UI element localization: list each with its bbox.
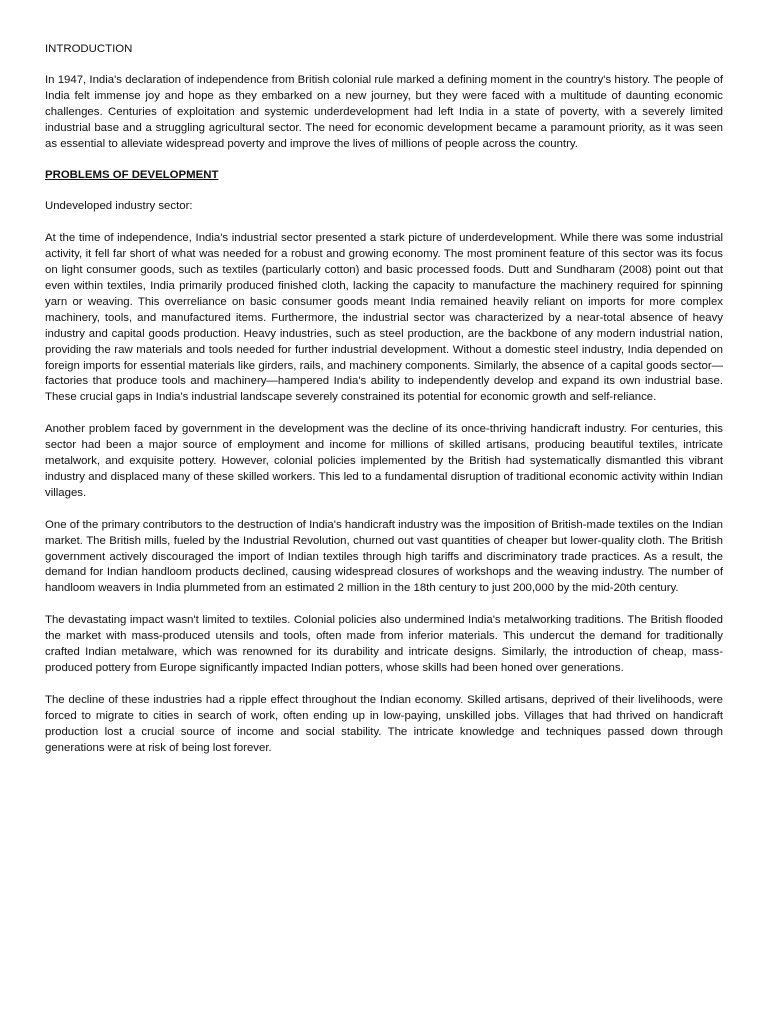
body-paragraph: The decline of these industries had a ripple effect throughout the Indian economy. Skilled artisans, deprived of their livelihoods, were forced to migrate to cities in search of work, often ending up in low-paying, unskilled jobs. Villages that had thrived on handicraft production lost a crucial source of income and social stability. The intricate knowledge and techniques passed down through generations were at risk of being lost forever. [45,693,723,754]
body-paragraph: One of the primary contributors to the destruction of India's handicraft industry was the imposition of British-made textiles on the Indian market. The British mills, fueled by the Industrial Revolution, churned out vast quantities of cheaper but lower-quality cloth. The British government actively discouraged the import of Indian textiles through high tariffs and discriminatory trade practices. As a result, the demand for Indian handloom products declined, causing widespread closures of workshops and the weaving industry. The number of handloom weavers in India plummeted from an estimated 2 million in the 18th century to just 200,000 by the mid-20th century. [45,518,723,595]
section-subheading: Undeveloped industry sector: [45,200,193,213]
body-paragraph: Another problem faced by government in the development was the decline of its once-thriving handicraft industry. For centuries, this sector had been a major source of employment and income for millions of skilled artisans, producing beautiful textiles, intricate metalwork, and exquisite pottery. However, colonial policies implemented by the British had systematically dismantled this vibrant industry and displaced many of these skilled workers. This led to a fundamental disruption of traditional economic activity within Indian villages. [45,423,723,499]
document-page [45,42,723,773]
introduction-paragraph: In 1947, India's declaration of independence from British colonial rule marked a defining moment in the country's history. The people of India felt immense joy and hope as they embarked on a new journey, but they were faced with a multitude of daunting economic challenges. Centuries of exploitation and systemic underdevelopment had left India in a state of poverty, with a severely limited industrial base and a struggling agricultural sector. The need for economic development became a paramount priority, as it was seen as essential to alleviate widespread poverty and improve the lives of millions of people across the country. [45,73,723,150]
body-paragraph: The devastating impact wasn't limited to textiles. Colonial policies also undermined India's metalworking traditions. The British flooded the market with mass-produced utensils and tools, often made from inferior materials. This undercut the demand for traditionally crafted Indian metalware, which was renowned for its durability and intricate designs. Similarly, the introduction of cheap, mass-produced pottery from Europe significantly impacted Indian potters, whose skills had been honed over generations. [45,614,723,674]
body-paragraph: At the time of independence, India's industrial sector presented a stark picture of underdevelopment. While there was some industrial activity, it fell far short of what was needed for a robust and growing economy. The most prominent feature of this sector was its focus on light consumer goods, such as textiles (particularly cotton) and basic processed foods. Dutt and Sundharam (2008) point out that even within textiles, India primarily produced finished cloth, lacking the capacity to manufacture the machinery required for spinning yarn or weaving. This overreliance on basic consumer goods meant India remained heavily reliant on imports for more complex machinery, tools, and manufactured items. Furthermore, the industrial sector was characterized by a near-total absence of heavy industry and capital goods production. Heavy industries, such as steel production, are the backbone of any modern industrial nation, providing the raw materials and tools needed for further industrial development. Without a domestic steel industry, India depended on foreign imports for essential materials like girders, rails, and machinery components. Similarly, the absence of a capital goods sector—factories that produce tools and machinery—hampered India's ability to independently develop and expand its own industrial base. These crucial gaps in India's industrial landscape severely constrained its potential for economic growth and self-reliance. [45,232,723,404]
introduction-heading: INTRODUCTION [45,43,133,55]
problems-of-development-heading: PROBLEMS OF DEVELOPMENT [45,169,219,182]
